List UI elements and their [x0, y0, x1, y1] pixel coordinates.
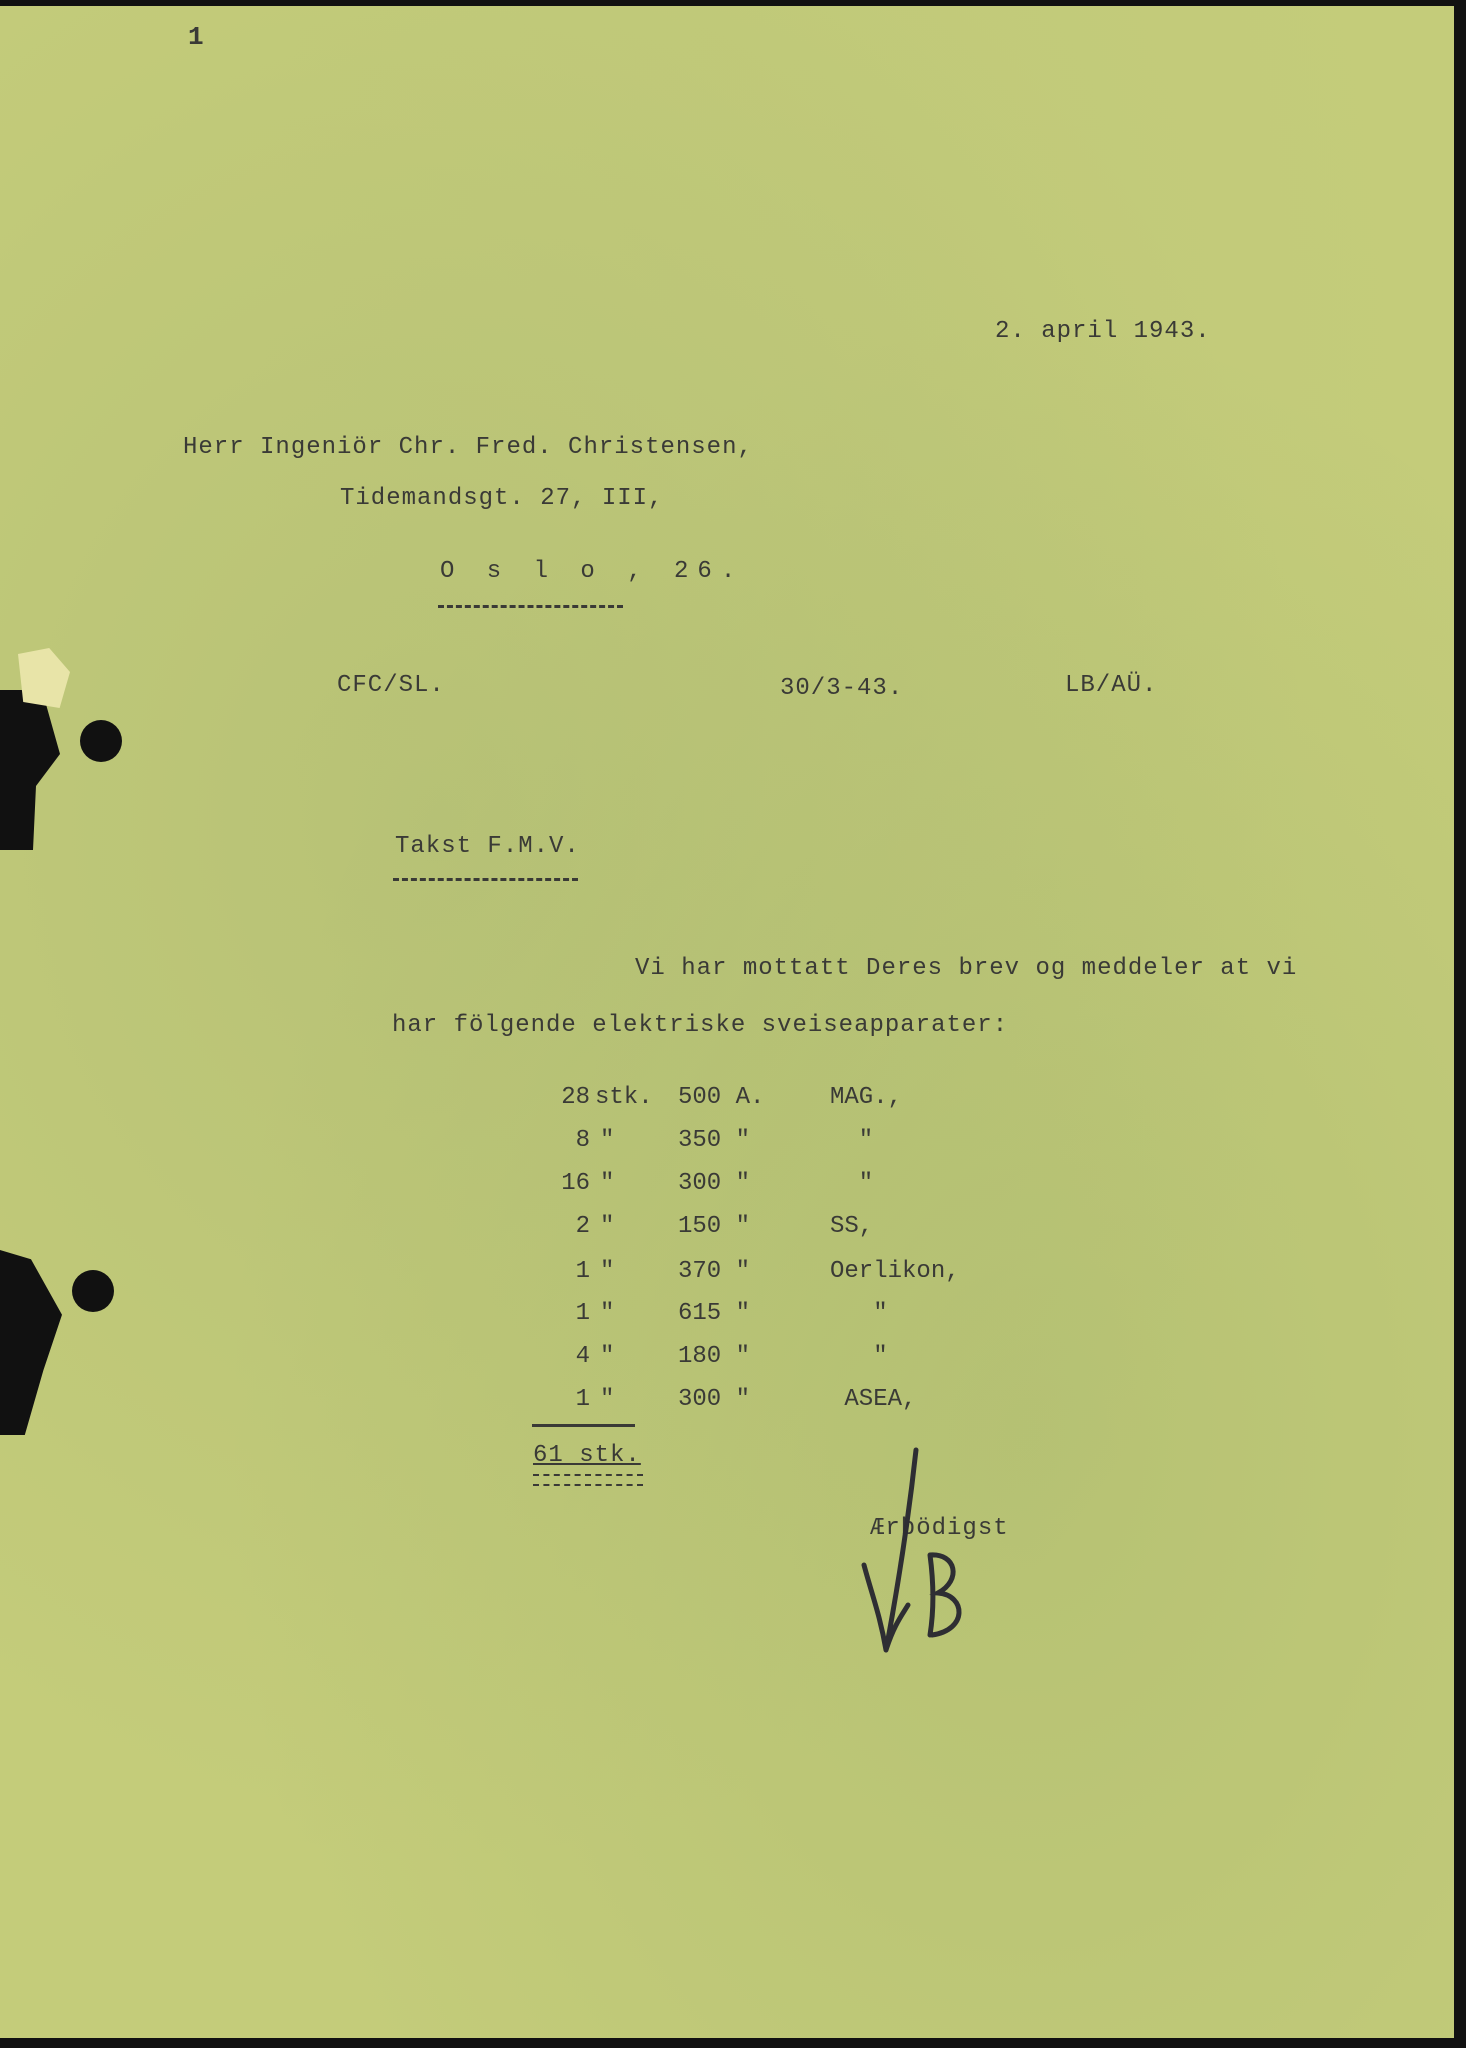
- letter-date: 2. april 1943.: [995, 318, 1211, 345]
- equipment-brand: ": [830, 1300, 888, 1327]
- equipment-qty: 1: [575, 1386, 590, 1413]
- body-text-line-2: har fölgende elektriske sveiseapparater:: [392, 1012, 1009, 1039]
- equipment-brand: SS,: [830, 1213, 874, 1240]
- subject-underline: [393, 878, 578, 881]
- reference-our-sign: LB/AÜ.: [1065, 672, 1158, 699]
- equipment-row: [0, 1343, 1466, 1377]
- equipment-brand: ": [830, 1170, 874, 1197]
- equipment-brand: ": [830, 1127, 874, 1154]
- total-count: 61 stk.: [533, 1442, 641, 1469]
- equipment-qty: 2: [575, 1213, 590, 1240]
- equipment-qty: 28: [561, 1084, 590, 1111]
- equipment-amps: 150 ": [678, 1213, 751, 1240]
- equipment-amps: 300 ": [678, 1386, 751, 1413]
- equipment-qty: 1: [575, 1300, 590, 1327]
- equipment-qty: 4: [575, 1343, 590, 1370]
- equipment-unit: ": [600, 1386, 615, 1413]
- equipment-row: [0, 1300, 1466, 1334]
- equipment-amps: 300 ": [678, 1170, 751, 1197]
- torn-paper-fragment: [18, 648, 70, 708]
- equipment-unit: ": [600, 1170, 615, 1197]
- recipient-city: O s l o , 26.: [440, 558, 745, 585]
- equipment-qty: 8: [575, 1127, 590, 1154]
- equipment-unit: ": [600, 1300, 615, 1327]
- equipment-brand: ASEA,: [830, 1386, 917, 1413]
- closing-salutation: Ærbödigst: [870, 1515, 1009, 1542]
- scan-edge-bottom: [0, 2038, 1466, 2048]
- scan-edge-right: [1454, 0, 1466, 2048]
- equipment-brand: Oerlikon,: [830, 1258, 960, 1285]
- recipient-name: Herr Ingeniör Chr. Fred. Christensen,: [183, 434, 753, 461]
- equipment-unit: ": [600, 1258, 615, 1285]
- equipment-qty: 16: [561, 1170, 590, 1197]
- equipment-brand: MAG.,: [830, 1084, 903, 1111]
- scan-edge-top: [0, 0, 1466, 6]
- equipment-amps: 180 ": [678, 1343, 751, 1370]
- reference-letter-date: 30/3-43.: [780, 675, 904, 702]
- equipment-row: [0, 1127, 1466, 1161]
- equipment-row: [0, 1084, 1466, 1118]
- equipment-brand: ": [830, 1343, 888, 1370]
- sum-rule: [532, 1424, 635, 1427]
- equipment-amps: 615 ": [678, 1300, 751, 1327]
- reference-their-sign: CFC/SL.: [337, 672, 445, 699]
- city-underline: [438, 605, 623, 608]
- equipment-row: [0, 1386, 1466, 1420]
- equipment-amps: 500 A.: [678, 1084, 765, 1111]
- equipment-row: [0, 1170, 1466, 1204]
- equipment-amps: 350 ": [678, 1127, 751, 1154]
- equipment-amps: 370 ": [678, 1258, 751, 1285]
- equipment-unit: ": [600, 1343, 615, 1370]
- equipment-unit: ": [600, 1213, 615, 1240]
- recipient-street: Tidemandsgt. 27, III,: [340, 485, 664, 512]
- equipment-unit: ": [600, 1127, 615, 1154]
- handwritten-signature: [858, 1445, 988, 1660]
- page-number-mark: 1: [188, 22, 205, 52]
- subject-line: Takst F.M.V.: [395, 833, 580, 860]
- equipment-qty: 1: [575, 1258, 590, 1285]
- equipment-row: [0, 1258, 1466, 1292]
- equipment-unit: stk.: [595, 1084, 653, 1111]
- equipment-row: [0, 1213, 1466, 1247]
- body-text-line-1: Vi har mottatt Deres brev og meddeler at vi: [635, 955, 1298, 982]
- total-double-underline: [533, 1474, 643, 1486]
